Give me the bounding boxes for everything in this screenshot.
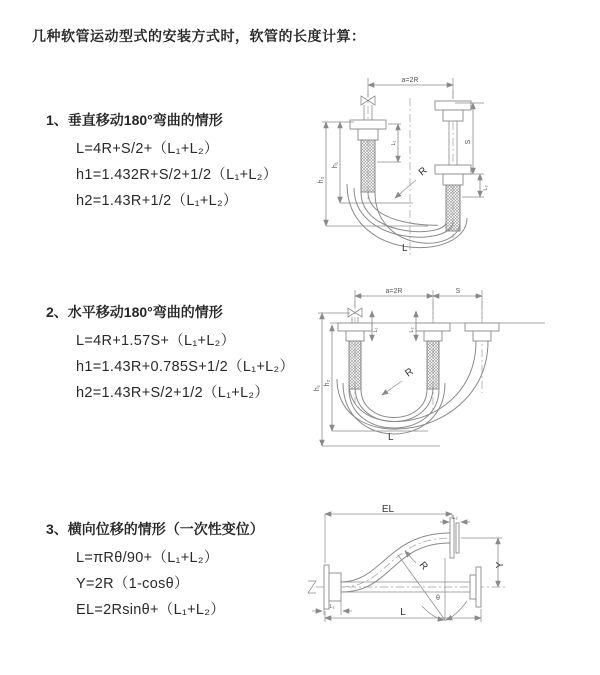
dim-label-h2: h₂ xyxy=(318,176,325,184)
section-1-heading: 1、垂直移动180°弯曲的情形 xyxy=(46,112,223,128)
formula-length: L=4R+S/2+（L₁+L₂） xyxy=(76,141,219,157)
radius-callout xyxy=(382,366,416,395)
dimension-s xyxy=(433,288,482,296)
dimension-h2 xyxy=(324,325,428,431)
dim-label-a2r: a=2R xyxy=(385,288,403,295)
left-pipe-fitting xyxy=(338,323,372,389)
dim-label-h1: h₁ xyxy=(314,384,321,392)
radius-callout xyxy=(395,165,429,198)
dimension-l xyxy=(325,607,481,622)
dim-label-el: EL xyxy=(381,504,395,515)
dim-label-y: Y xyxy=(495,561,506,569)
diagram-lateral-displacement xyxy=(300,503,600,655)
dimension-l1 xyxy=(372,311,379,341)
formula-length: L=πRθ/90+（L₁+L₂） xyxy=(76,550,219,566)
label-l: L xyxy=(388,432,394,443)
dimension-l1 xyxy=(312,601,352,615)
dimension-l2 xyxy=(409,311,416,341)
section-2-heading: 2、水平移动180°弯曲的情形 xyxy=(46,304,223,320)
section-3-heading: 3、横向位移的情形（一次性变位） xyxy=(46,521,264,537)
hose-s-curve xyxy=(341,533,450,592)
dimension-a-2r xyxy=(368,77,453,99)
dim-label-l1: L₁ xyxy=(373,327,379,333)
dimension-y xyxy=(461,538,506,587)
upper-flange xyxy=(450,518,459,558)
dim-label-s: S xyxy=(465,139,472,145)
formula-el: EL=2Rsinθ+（L₁+L₂） xyxy=(76,602,226,618)
angle-construction xyxy=(398,555,467,621)
dim-label-l2: L₂ xyxy=(452,515,458,521)
formula-h1: h1=1.432R+S/2+1/2（L₁+L₂） xyxy=(76,167,278,183)
diagram-horizontal-180-bend xyxy=(310,283,600,455)
dim-label-a2r: a=2R xyxy=(401,77,419,84)
formula-y: Y=2R（1-cosθ） xyxy=(76,576,189,592)
section-vertical-bend xyxy=(46,110,321,214)
dimension-l2 xyxy=(440,515,470,522)
label-theta: θ xyxy=(436,595,440,602)
section-horizontal-bend xyxy=(46,302,321,406)
dim-label-l: L xyxy=(400,607,406,618)
dim-label-l1: L₁ xyxy=(391,140,397,146)
dim-label-l2: L₂ xyxy=(409,327,415,333)
diagram-vertical-180-bend xyxy=(310,70,600,260)
formula-h2: h2=1.43R+S/2+1/2（L₁+L₂） xyxy=(76,385,270,401)
label-r: R xyxy=(416,165,430,179)
label-r: R xyxy=(403,366,416,380)
label-l: L xyxy=(402,243,408,254)
dimension-l1 xyxy=(377,124,401,162)
middle-pipe-fitting xyxy=(416,323,450,389)
formula-length: L=4R+1.57S+（L₁+L₂） xyxy=(76,333,236,349)
dimension-a-2r xyxy=(355,288,482,319)
page-title: 几种软管运动型式的安装方式时，软管的长度计算： xyxy=(32,28,366,44)
formula-h1: h1=1.43R+0.785S+1/2（L₁+L₂） xyxy=(76,359,295,375)
dimension-el xyxy=(325,504,452,563)
dim-label-s: S xyxy=(455,288,461,295)
dim-label-h2: h₂ xyxy=(324,379,331,387)
section-lateral-displacement xyxy=(46,519,321,623)
right-flange xyxy=(470,567,481,607)
right-pipe-fitting xyxy=(465,323,499,341)
formula-h2: h2=1.43R+1/2（L₁+L₂） xyxy=(76,193,238,209)
label-r: R xyxy=(416,559,430,573)
dim-label-h1: h₁ xyxy=(332,161,339,169)
dim-label-l1: L₁ xyxy=(329,604,335,610)
right-pipe-fitting xyxy=(435,101,471,231)
dimension-l2 xyxy=(462,174,489,197)
dim-label-l2: L₂ xyxy=(483,185,489,191)
left-flange xyxy=(324,565,341,609)
